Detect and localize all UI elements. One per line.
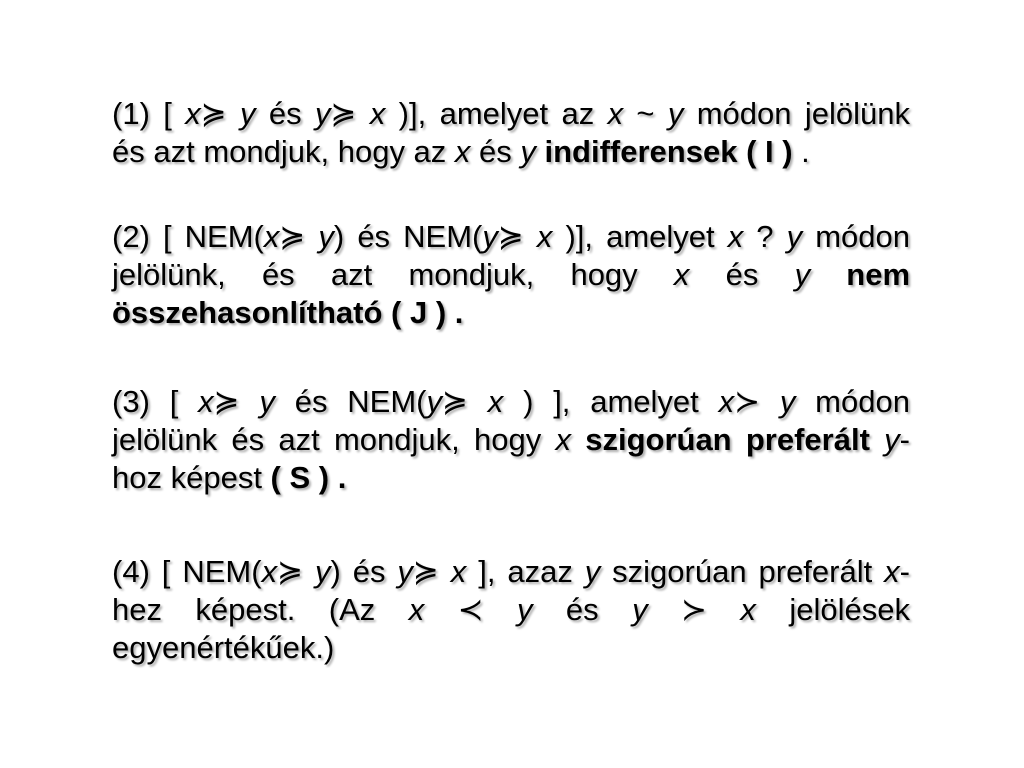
- text-run: módon: [802, 219, 910, 254]
- text-run: ], azaz: [466, 554, 585, 589]
- relation-symbol: ≽: [200, 96, 227, 132]
- variable: x: [261, 554, 278, 589]
- variable: x: [555, 422, 571, 457]
- text-run: egyenértékűek.): [112, 630, 335, 665]
- definition-1-indifference: [112, 95, 910, 171]
- text-run: .: [792, 134, 810, 169]
- relation-symbol: ≽: [497, 219, 524, 255]
- variable: y: [426, 384, 442, 419]
- text-run: hoz képest: [112, 460, 271, 495]
- text-line: [112, 95, 910, 133]
- text-line: [112, 256, 910, 294]
- variable: x: [718, 384, 735, 419]
- variable: x: [467, 384, 504, 419]
- text-line: [112, 133, 910, 171]
- variable: y: [869, 422, 900, 457]
- variable: x: [356, 96, 386, 131]
- variable: y: [584, 554, 601, 589]
- text-run: (3) [: [112, 384, 199, 419]
- variable: x: [454, 134, 471, 169]
- text-run: és: [689, 257, 795, 292]
- text-run: ?: [743, 219, 787, 254]
- text-run: és NEM(: [274, 384, 427, 419]
- variable: x: [884, 554, 900, 589]
- text-run: )], amelyet: [552, 219, 728, 254]
- text-run: -: [899, 554, 910, 589]
- variable: x: [707, 592, 756, 627]
- definition-4-reverse-strict-preference: [112, 553, 910, 667]
- variable: x: [438, 554, 467, 589]
- text-run: és: [532, 592, 633, 627]
- text-run: jelölünk és azt mondjuk, hogy: [112, 422, 556, 457]
- variable: y: [760, 384, 796, 419]
- text-line: [112, 629, 910, 667]
- relation-symbol: ≽: [441, 384, 468, 420]
- text-run: -: [899, 422, 910, 457]
- variable: x: [263, 219, 280, 254]
- text-line: [112, 553, 910, 591]
- variable: x: [408, 592, 458, 627]
- text-run: és: [470, 134, 521, 169]
- variable: y: [483, 592, 533, 627]
- variable: y: [305, 219, 334, 254]
- variable: x: [523, 219, 553, 254]
- variable: x: [607, 96, 624, 131]
- emphasized-term: összehasonlítható ( J ) .: [112, 295, 464, 330]
- variable: y: [632, 592, 682, 627]
- relation-symbol: ≽: [213, 384, 240, 420]
- text-line: [112, 383, 910, 421]
- variable: y: [226, 96, 256, 131]
- text-line: [112, 294, 910, 332]
- text-run: hez képest. (Az: [112, 592, 409, 627]
- text-run: és: [255, 96, 315, 131]
- variable: y: [520, 134, 536, 169]
- emphasized-term: ( S ) .: [270, 460, 347, 495]
- relation-symbol: ≽: [279, 219, 306, 255]
- text-line: [112, 459, 910, 497]
- variable: x: [185, 96, 201, 131]
- variable: y: [482, 219, 498, 254]
- text-run: (2) [ NEM(: [112, 219, 264, 254]
- text-run: módon: [795, 384, 910, 419]
- variable: x: [727, 219, 744, 254]
- variable: x: [198, 384, 214, 419]
- variable: y: [314, 96, 331, 131]
- text-run: (4) [ NEM(: [112, 554, 262, 589]
- text-run: ) és: [330, 554, 398, 589]
- text-line: [112, 591, 910, 629]
- text-run: módon jelölünk: [683, 96, 910, 131]
- relation-symbol: ≽: [330, 96, 357, 132]
- emphasized-term: szigorúan preferált: [570, 422, 870, 457]
- variable: y: [667, 96, 684, 131]
- variable: y: [397, 554, 413, 589]
- variable: y: [303, 554, 331, 589]
- emphasized-term: nem: [810, 257, 911, 292]
- text-run: ) és NEM(: [333, 219, 483, 254]
- relation-symbol: ≽: [412, 554, 439, 590]
- text-run: ) ], amelyet: [503, 384, 719, 419]
- text-run: (1) [: [112, 96, 186, 131]
- relation-symbol: ≻: [734, 384, 761, 420]
- definition-2-incomparability: [112, 218, 910, 332]
- text-run: jelölések: [755, 592, 910, 627]
- relation-symbol: ≺: [457, 592, 484, 628]
- variable: x: [673, 257, 690, 292]
- variable: y: [786, 219, 803, 254]
- text-line: [112, 421, 910, 459]
- variable: y: [239, 384, 275, 419]
- relation-symbol: ≽: [277, 554, 304, 590]
- relation-symbol: ≻: [681, 592, 707, 628]
- text-run: jelölünk, és azt mondjuk, hogy: [112, 257, 674, 292]
- text-run: )], amelyet az: [385, 96, 608, 131]
- emphasized-term: indifferensek ( I ): [535, 134, 793, 169]
- text-run: és azt mondjuk, hogy az: [112, 134, 455, 169]
- text-run: szigorúan preferált: [600, 554, 885, 589]
- text-run: ~: [623, 96, 668, 131]
- variable: y: [794, 257, 811, 292]
- text-line: [112, 218, 910, 256]
- definition-3-strict-preference: [112, 383, 910, 497]
